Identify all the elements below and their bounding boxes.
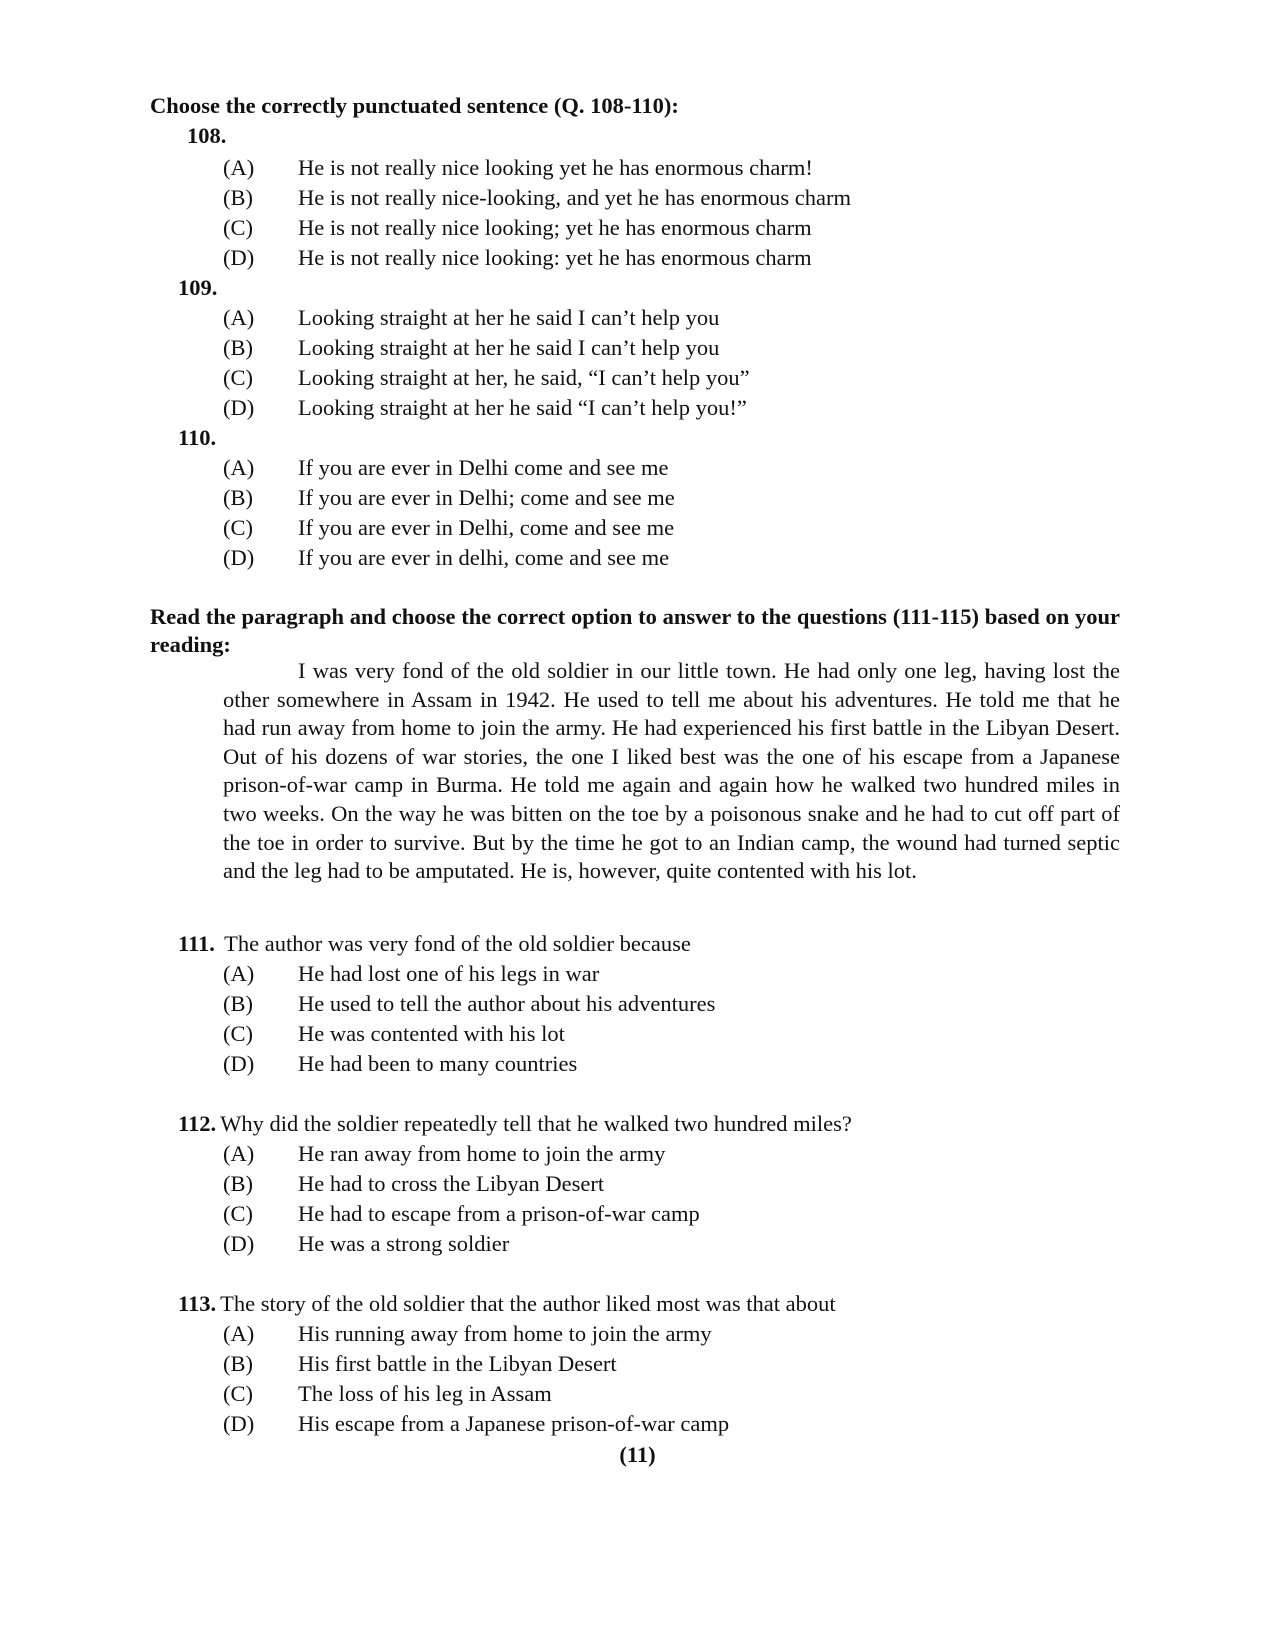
option-label-108-a: (A) — [223, 155, 255, 180]
question-113 — [178, 1291, 836, 1317]
option-text-113-b: His first battle in the Libyan Desert — [298, 1351, 617, 1376]
option-text-109-d: Looking straight at her he said “I can’t help you!” — [298, 395, 747, 420]
option-text-109-b: Looking straight at her he said I can’t help you — [298, 335, 720, 360]
option-label-109-b: (B) — [223, 335, 253, 360]
option-label-110-c: (C) — [223, 515, 253, 540]
option-text-108-b: He is not really nice-looking, and yet he has enormous charm — [298, 185, 851, 210]
option-text-113-d: His escape from a Japanese prison-of-war camp — [298, 1411, 730, 1436]
option-label-113-d: (D) — [223, 1411, 255, 1436]
question-number-112: 112. — [178, 1111, 217, 1136]
option-text-112-a: He ran away from home to join the army — [298, 1141, 666, 1166]
question-stem-113: The story of the old soldier that the author liked most was that about — [220, 1291, 836, 1316]
option-text-113-a: His running away from home to join the army — [298, 1321, 712, 1346]
option-text-111-d: He had been to many countries — [298, 1051, 578, 1076]
question-number-108: 108. — [187, 123, 227, 148]
question-stem-111: The author was very fond of the old soldier because — [224, 931, 691, 956]
option-label-109-c: (C) — [223, 365, 253, 390]
option-text-111-a: He had lost one of his legs in war — [298, 961, 600, 986]
option-label-111-c: (C) — [223, 1021, 253, 1046]
option-text-111-c: He was contented with his lot — [298, 1021, 565, 1046]
option-text-112-b: He had to cross the Libyan Desert — [298, 1171, 605, 1196]
section-heading-reading: Read the paragraph and choose the correct option to answer to the questions (111-115) based on your reading: — [150, 604, 1120, 657]
option-label-113-b: (B) — [223, 1351, 253, 1376]
option-text-111-b: He used to tell the author about his adventures — [298, 991, 716, 1016]
option-label-111-b: (B) — [223, 991, 253, 1016]
question-number-110: 110. — [178, 425, 217, 450]
question-111 — [178, 931, 691, 957]
option-label-112-a: (A) — [223, 1141, 255, 1166]
question-number-113: 113. — [178, 1291, 217, 1316]
section-heading-punctuation: Choose the correctly punctuated sentence (Q. 108-110): — [150, 93, 679, 118]
option-label-113-a: (A) — [223, 1321, 255, 1346]
option-text-113-c: The loss of his leg in Assam — [298, 1381, 552, 1406]
option-label-110-a: (A) — [223, 455, 255, 480]
option-text-108-d: He is not really nice looking: yet he has enormous charm — [298, 245, 812, 270]
option-label-108-b: (B) — [223, 185, 253, 210]
option-label-112-b: (B) — [223, 1171, 253, 1196]
reading-passage: I was very fond of the old soldier in our little town. He had only one leg, having lost the other somewhere in Assam in 1942. He used to tell me about his adventures. He told me that he had run away from home to join the army. He had experienced his first battle in the Libyan Desert. Out of his dozens of war stories, the one I liked best was the one of his escape from a Japanese prison-of-war camp in Burma. He told me again and again how he walked two hundred miles in two weeks. On the way he was bitten on the toe by a poisonous snake and he had to cut off part of the toe in order to survive. But by the time he got to an Indian camp, the wound had turned septic and the leg had to be amputated. He is, however, quite contented with his lot. — [223, 658, 1120, 884]
option-label-111-d: (D) — [223, 1051, 255, 1076]
option-label-108-d: (D) — [223, 245, 255, 270]
option-label-108-c: (C) — [223, 215, 253, 240]
option-text-109-a: Looking straight at her he said I can’t help you — [298, 305, 720, 330]
option-text-110-c: If you are ever in Delhi, come and see me — [298, 515, 675, 540]
question-112 — [178, 1111, 852, 1137]
option-text-112-d: He was a strong soldier — [298, 1231, 510, 1256]
option-label-112-c: (C) — [223, 1201, 253, 1226]
option-label-109-a: (A) — [223, 305, 255, 330]
option-text-109-c: Looking straight at her, he said, “I can’t help you” — [298, 365, 750, 390]
option-text-110-d: If you are ever in delhi, come and see me — [298, 545, 670, 570]
question-number-111: 111. — [178, 931, 215, 956]
option-label-111-a: (A) — [223, 961, 255, 986]
option-text-112-c: He had to escape from a prison-of-war camp — [298, 1201, 700, 1226]
option-label-112-d: (D) — [223, 1231, 255, 1256]
question-number-109: 109. — [178, 275, 218, 300]
option-label-113-c: (C) — [223, 1381, 253, 1406]
option-label-110-b: (B) — [223, 485, 253, 510]
option-text-108-c: He is not really nice looking; yet he has enormous charm — [298, 215, 812, 240]
option-text-108-a: He is not really nice looking yet he has enormous charm! — [298, 155, 813, 180]
option-label-110-d: (D) — [223, 545, 255, 570]
option-text-110-a: If you are ever in Delhi come and see me — [298, 455, 669, 480]
page-number: (11) — [619, 1442, 656, 1467]
option-text-110-b: If you are ever in Delhi; come and see me — [298, 485, 675, 510]
option-label-109-d: (D) — [223, 395, 255, 420]
question-stem-112: Why did the soldier repeatedly tell that he walked two hundred miles? — [220, 1111, 852, 1136]
